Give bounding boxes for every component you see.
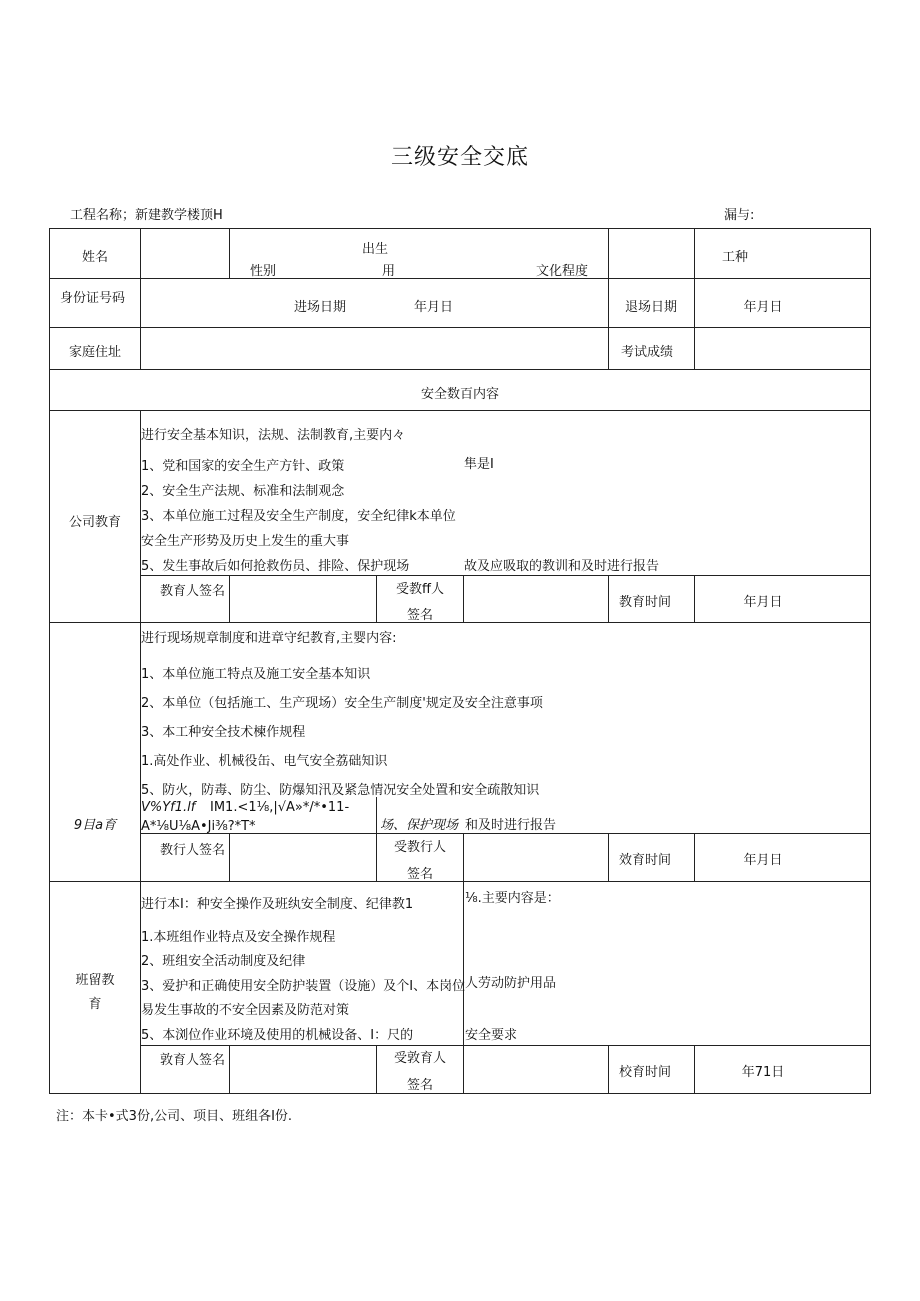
company-time-value: 年月日: [743, 595, 783, 610]
company-right-text: 故及应吸取的教训和及时进行报告: [464, 559, 660, 574]
team-line: 进行本I：种安全操作及班纨安全制度、纪律教1: [141, 897, 414, 912]
project-line: 进行现场规章制度和进章守纪教育,主婴内容:: [141, 631, 397, 646]
project-education-label: 9目a育: [73, 818, 117, 833]
team-line: 易发生事故的不安全因素及防范对策: [141, 1003, 350, 1018]
exam-score-label: 考试成绩: [620, 345, 674, 360]
team-line: 5、本浏位作业环境及使用的机械设备、I：尺的: [141, 1028, 414, 1043]
project-line: 3、本工种安全技术楝作规程: [141, 725, 306, 740]
exit-date-value: 年月日: [743, 300, 783, 315]
team-line: 1.本班组作业特点及安全操作规程: [141, 930, 336, 945]
team-right-text: ⅛.主要内容是：: [465, 891, 560, 906]
company-time-label: 教育时间: [618, 595, 672, 610]
entry-date-value: 年月日: [414, 300, 454, 315]
company-educatee-sign-label: 签名: [406, 608, 434, 623]
trade-label: 工种: [721, 250, 749, 265]
project-garbled-text: IM1.<1⅛,|√A»*/*•11-: [210, 800, 350, 815]
name-label: 姓名: [81, 250, 109, 265]
education-label: 文化程度: [536, 264, 589, 279]
gender-label: 性别: [250, 264, 277, 279]
company-line: 1、党和国家的安全生产方针、政策: [141, 459, 345, 474]
project-line: 5、防火，防毒、防尘、防爆知汛及紧急情况安全处置和安全疏散知识: [141, 783, 540, 798]
team-education-label: 班留教: [75, 973, 115, 988]
project-garbled-text: V%Yf1.lf: [141, 800, 196, 815]
team-line: 2、班组安全活动制度及纪律: [141, 954, 306, 969]
company-line: 5、发生事故后如何抢救伤员、排险、保护现场: [141, 559, 410, 574]
project-educatee-sign-label: 受教行人: [393, 840, 447, 855]
project-time-value: 年月日: [743, 853, 783, 868]
company-line: 3、本单位施工过程及安全生产制度，安全纪律k本单位: [141, 509, 456, 524]
exit-date-label: 退场日期: [624, 300, 678, 315]
team-line: 3、爱护和正确使用安全防护装置（设施）及个I、本岗位: [141, 979, 466, 994]
project-time-label: 效育时间: [618, 853, 672, 868]
birth-label-top: 出生: [362, 242, 389, 257]
company-line: 进行安全基本知识，法规、法制教育,主要内々: [141, 428, 406, 443]
id-number-label: 身份证号码: [60, 291, 126, 306]
team-right-text: 人劳动防护用品: [465, 976, 557, 991]
company-line: 2、安全生产法规、标准和法制观念: [141, 484, 345, 499]
project-right-text: 和及时进行报告: [465, 818, 557, 833]
company-line: 安全生产形势及历史上发生的重大事: [141, 534, 350, 549]
project-line: 1、本单位施工特点及施工安全基本知识: [141, 667, 371, 682]
project-garbled-text: A*⅛U⅛A•Ji⅜?*T*: [141, 819, 256, 834]
company-education-label: 公司教育: [68, 515, 122, 530]
team-education-label: 育: [88, 997, 102, 1012]
team-educatee-sign-label: 签名: [406, 1078, 434, 1093]
team-educator-sign-label: 敦育人签名: [160, 1053, 226, 1068]
project-line: 2、本单位（包括施工、生产现场）安全生产制度'规定及安全注意事项: [141, 696, 543, 711]
team-time-value: 年71日: [741, 1065, 785, 1080]
fill-label: 漏与:: [724, 208, 755, 223]
project-educator-sign-label: 教行人签名: [160, 843, 226, 858]
entry-date-label: 进场日期: [294, 300, 347, 315]
project-right-text: 场、保护现场: [380, 818, 459, 833]
company-educator-sign-label: 教育人签名: [160, 584, 226, 599]
company-educatee-sign-label: 受教ff人: [396, 582, 444, 597]
project-educatee-sign-label: 签名: [406, 867, 434, 882]
address-label: 家庭住址: [68, 345, 122, 360]
company-right-text: 隼是I: [464, 457, 494, 472]
footnote: 注：本卡•式3份,公司、项目、班组各I份.: [56, 1109, 293, 1124]
team-time-label: 校育时间: [618, 1065, 672, 1080]
project-name: 工程名称；新建教学楼顶H: [70, 208, 223, 223]
birth-label-bottom: 用: [382, 264, 396, 279]
project-line: 1.高处作业、机械役缶、电气安全荔础知识: [141, 754, 388, 769]
team-right-text: 安全要求: [465, 1028, 518, 1043]
page-title: 三级安全交底: [390, 145, 530, 170]
team-educatee-sign-label: 受敦育人: [393, 1051, 447, 1066]
content-header: 安全数百内容: [420, 387, 500, 402]
